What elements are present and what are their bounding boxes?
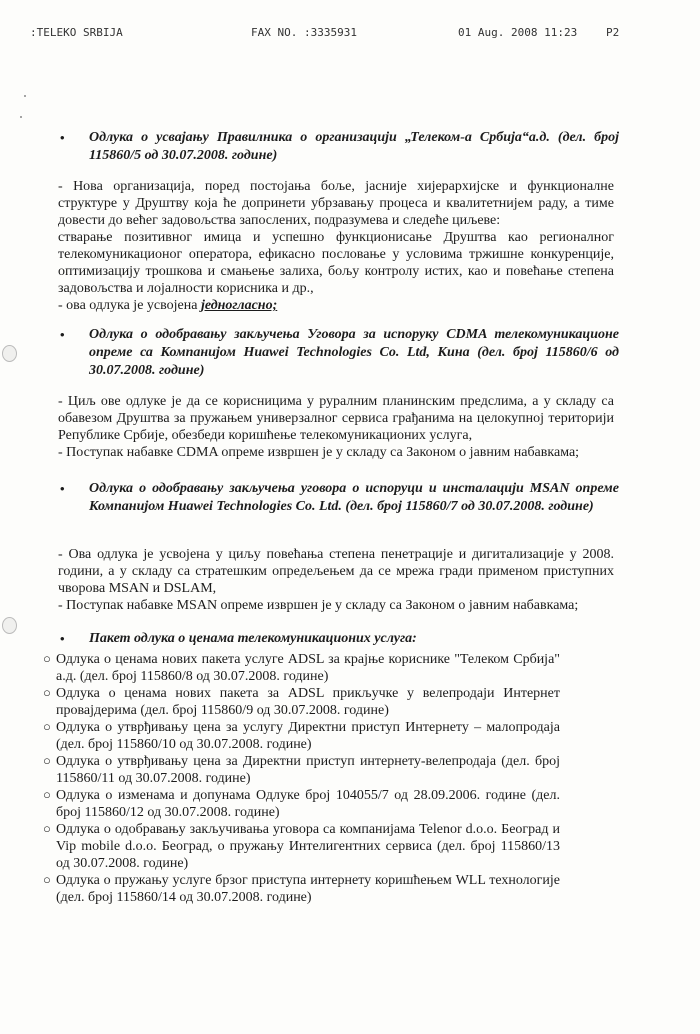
fax-page-number: P2: [606, 26, 620, 39]
decision-title: Пакет одлука о ценама телекомуникационих услуга:: [89, 631, 417, 646]
decision-body: [58, 393, 614, 461]
decision-title: Одлука о одобравању закључења уговора о испоруци и инсталацији MSAN опреме Компанијом Huawei Technologies Co. Ltd. (дел. број 115860/7 од 30.07.2008. године): [89, 481, 619, 514]
paragraph: - Поступак набавке CDMA опреме извршен је у складу са Законом о јавним набавкама;: [58, 445, 580, 460]
paragraph: стварање позитивног имица и успешно функционисање Друштва као регионалног телекомуникационог оператора, ефикасно пословање у условима тржишне конкуренције, оптимизацију трошкова и смањење залиха, бољу контролу истих, као и повећање степена задовољства и лојалности корисника и др.,: [58, 230, 614, 296]
fax-header: [0, 26, 700, 42]
list-item-text: Одлука о ценама нових пакета за ADSL прикључке у велепродаји Интернет провајдерима (дел. број 115860/9 од 30.07.2008. године): [56, 686, 560, 718]
paragraph: - Нова организација, поред постојања боље, јасније хијерархијске и функционалне структуре у Друштву која ће допринети убрзавању процеса и квалитетнијем раду, а тиме довести до већег задовољства запослених, подразумева и следеће циљеве:: [58, 179, 614, 228]
circle-bullet-icon: ○: [43, 719, 51, 734]
decision-body: [58, 546, 614, 614]
list-item-text: Одлука о ценама нових пакета услуге ADSL за крајње кориснике "Телеком Србија" а.д. (дел. број 115860/8 од 30.07.2008. године): [56, 652, 560, 684]
bullet-icon: •: [60, 130, 65, 145]
bullet-icon: •: [60, 327, 65, 342]
list-item-text: Одлука о пружању услуге брзог приступа интернету коришћењем WLL технологије (дел. број 115860/14 од 30.07.2008. године): [56, 873, 560, 905]
circle-bullet-icon: ○: [43, 821, 51, 836]
bullet-icon: •: [60, 631, 65, 646]
list-item-text: Одлука о одобравању закључивања уговора са компанијама Telenor d.o.o. Београд и Vip mobile d.o.o. Београд, о пружању Интелигентних сервиса (дел. број 115860/13 од 30.07.2008. године): [56, 822, 560, 871]
circle-bullet-icon: ○: [43, 753, 51, 768]
bullet-icon: •: [60, 481, 65, 496]
fax-sender: :TELEKO SRBIJA: [30, 26, 123, 39]
circle-bullet-icon: ○: [43, 651, 51, 666]
fax-datetime: 01 Aug. 2008 11:23: [458, 26, 578, 39]
list-item-text: Одлука о утврђивању цена за услугу Директни приступ Интернету – малопродаја (дел. број 115860/10 од 30.07.2008. године): [56, 720, 560, 752]
decision-title: Одлука о одобравању закључења Уговора за испоруку CDMA телекомуникационе опреме са Компанијом Huawei Technologies Co. Ltd, Кина (дел. број 115860/6 од 30.07.2008. године): [89, 327, 619, 378]
fax-number: FAX NO. :3335931: [251, 26, 357, 39]
circle-bullet-icon: ○: [43, 685, 51, 700]
list-item-text: Одлука о утврђивању цена за Директни приступ интернету-велепродаја (дел. број 115860/11 од 30.07.2008. године): [56, 754, 560, 786]
circle-bullet-icon: ○: [43, 787, 51, 802]
list-item-text: Одлука о изменама и допунама Одлуке број 104055/7 од 28.09.2006. године (дел. број 115860/12 од 30.07.2008. године): [56, 788, 560, 820]
adoption-line: [58, 297, 614, 314]
paragraph: - Циљ ове одлуке је да се корисницима у руралним планинским предслима, а у складу са обавезом Друштва за пружањем универзалног сервиса грађанима на целокупној територији Републике Србије, обезбеди коришћење телекомуникационих услуга,: [58, 394, 614, 443]
punch-hole-top: [2, 345, 17, 362]
scan-mark: [24, 95, 26, 97]
paragraph: - Ова одлука је усвојена у циљу повећања степена пенетрације и дигитализације у 2008. години, а у складу са стратешким опредељењем да се мрежа гради применом приступних чворова MSAN и DSLAM,: [58, 547, 614, 596]
paragraph: - Поступак набавке MSAN опреме извршен је у складу са Законом о јавним набавкама;: [58, 598, 579, 613]
decision-title: Одлука о усвајању Правилника о организацији „Телеком-а Србија“а.д. (дел. број 115860/5 од 30.07.2008. године): [89, 130, 619, 163]
adoption-result: једногласно;: [200, 298, 278, 313]
circle-bullet-icon: ○: [43, 872, 51, 887]
scan-mark: [20, 116, 22, 118]
decision-body: [58, 178, 614, 314]
punch-hole-bottom: [2, 617, 17, 634]
adoption-prefix: - ова одлука је усвојена: [58, 298, 201, 313]
